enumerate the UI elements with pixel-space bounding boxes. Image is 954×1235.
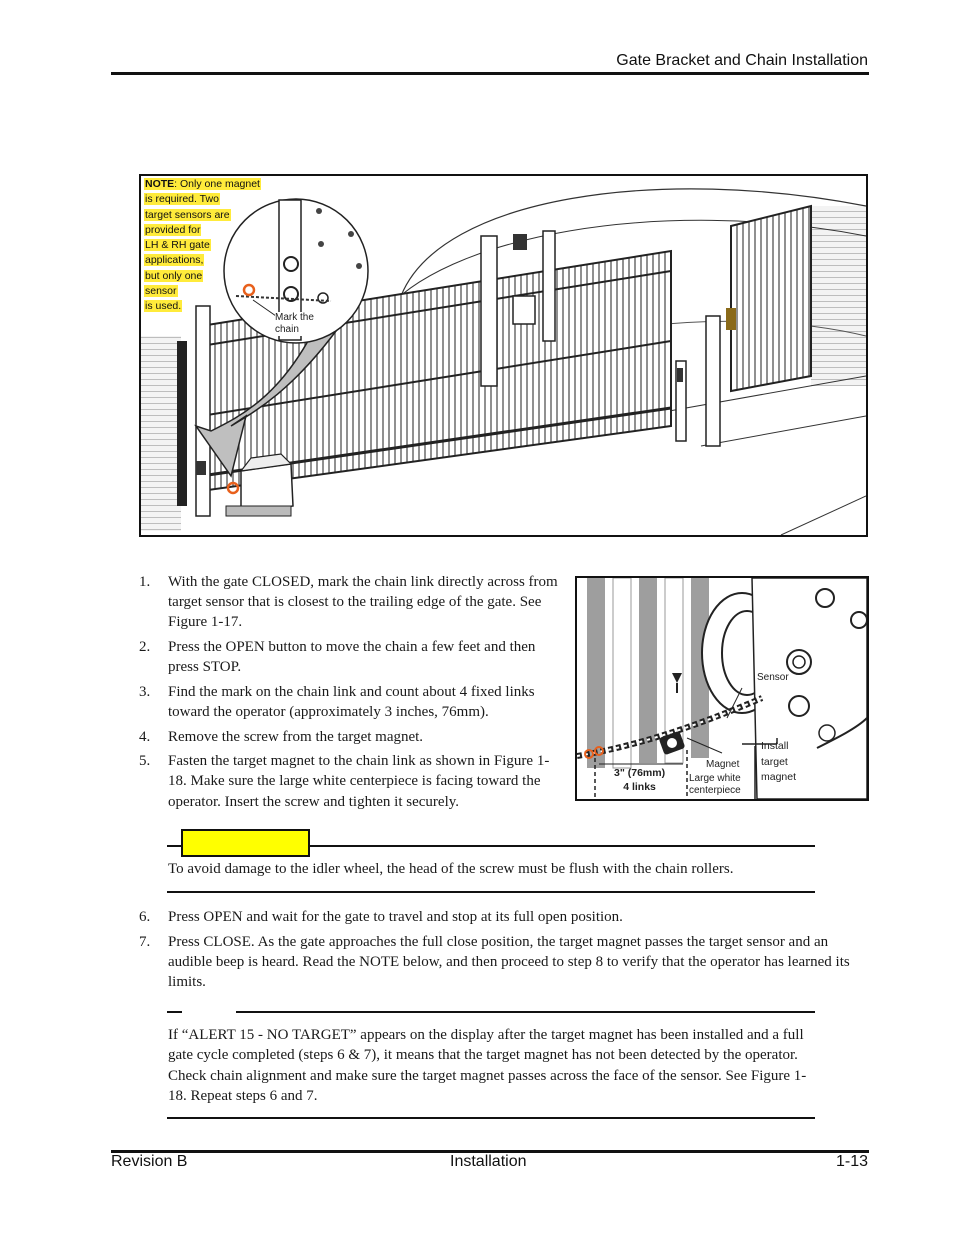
- distance-line: 4 links: [623, 781, 656, 793]
- list-item: [139, 572, 567, 633]
- page-header-title: Gate Bracket and Chain Installation: [616, 52, 868, 69]
- footer-section: Installation: [450, 1153, 527, 1170]
- install-line: magnet: [761, 771, 797, 783]
- step-text: Find the mark on the chain link and count about 4 fixed links toward the operator (approximately 3 inches, 76mm).: [168, 683, 535, 720]
- step-text: Fasten the target magnet to the chain link as shown in Figure 1-18. Make sure the large white centerpiece is facing toward the operator. Insert the screw and tighten it securely.: [168, 753, 550, 810]
- step-text: Press the OPEN button to move the chain a few feet and then press STOP.: [168, 639, 536, 676]
- note-line: applications,: [145, 254, 204, 267]
- caution-bottom-rule: [167, 891, 815, 893]
- sensor-label: Sensor: [757, 672, 789, 683]
- note-bottom-rule: [167, 1117, 815, 1119]
- footer-page-number: 1-13: [835, 1153, 868, 1170]
- header-rule: [111, 72, 869, 75]
- note-text: If “ALERT 15 - NO TARGET” appears on the display after the target magnet has been installed and a full gate cycle completed (steps 6 & 7), it means that the target magnet has not been detected by the operator. Check chain alignment and make sure the target magnet passes across the face of the sensor. See Figure 1-18. Repeat steps 6 and 7.: [168, 1027, 807, 1104]
- note-line: but only one: [145, 269, 203, 282]
- list-item: [139, 727, 567, 747]
- note-line: : Only one magnet: [174, 178, 260, 190]
- centerpiece-label: [689, 773, 741, 796]
- step-number: 6.: [139, 909, 151, 925]
- step-number: 4.: [139, 728, 151, 745]
- note-line: target sensors are: [145, 208, 230, 221]
- list-item: [139, 637, 567, 677]
- list-item: [139, 907, 869, 927]
- footer-revision: Revision B: [111, 1153, 188, 1170]
- list-item: [139, 751, 567, 812]
- note-top-rule-left: [167, 1011, 182, 1013]
- list-item: [139, 682, 567, 722]
- step-number: 2.: [139, 639, 151, 655]
- note-line: sensor: [145, 285, 177, 298]
- step-text: Press OPEN and wait for the gate to travel and stop at its full open position.: [168, 909, 623, 925]
- step-text: With the gate CLOSED, mark the chain link directly across from target sensor that is closest to the trailing edge of the gate. See Figure 1-17.: [168, 574, 558, 631]
- note-top-rule: [236, 1011, 815, 1013]
- mark-chain-label: Mark the chain: [275, 312, 314, 335]
- caution-text: To avoid damage to the idler wheel, the head of the screw must be flush with the chain rollers.: [168, 861, 734, 877]
- note-line: provided for: [145, 223, 201, 236]
- magnet-label: Magnet: [706, 759, 740, 770]
- distance-label: [614, 766, 665, 794]
- steps-list-b: [139, 907, 869, 997]
- step-text: Remove the screw from the target magnet.: [168, 728, 424, 745]
- note-bold: NOTE: [145, 178, 175, 190]
- install-line: target: [761, 755, 788, 768]
- step-text: Press CLOSE. As the gate approaches the full close position, the target magnet passes the target sensor and an audible beep is heard. Read the NOTE below, and then proceed to step 8 to verify that the operator has learned its limits.: [168, 933, 850, 991]
- centerpiece-line: Large white: [689, 773, 741, 784]
- note-line: LH & RH gate: [145, 239, 210, 252]
- install-line: Install: [761, 740, 789, 752]
- install-target-magnet-label: [761, 739, 796, 786]
- list-item: [139, 932, 869, 993]
- step-number: 1.: [139, 574, 151, 590]
- distance-line: 3" (76mm): [614, 767, 666, 779]
- centerpiece-line: centerpiece: [689, 784, 741, 796]
- note-only-one-magnet: [144, 177, 270, 315]
- steps-list-a: [139, 572, 567, 816]
- step-number: 5.: [139, 753, 151, 770]
- step-number: 3.: [139, 683, 151, 700]
- note-line: is required. Two: [145, 193, 219, 206]
- note-line: is used.: [145, 300, 182, 313]
- step-number: 7.: [139, 933, 151, 950]
- caution-badge: [181, 829, 310, 857]
